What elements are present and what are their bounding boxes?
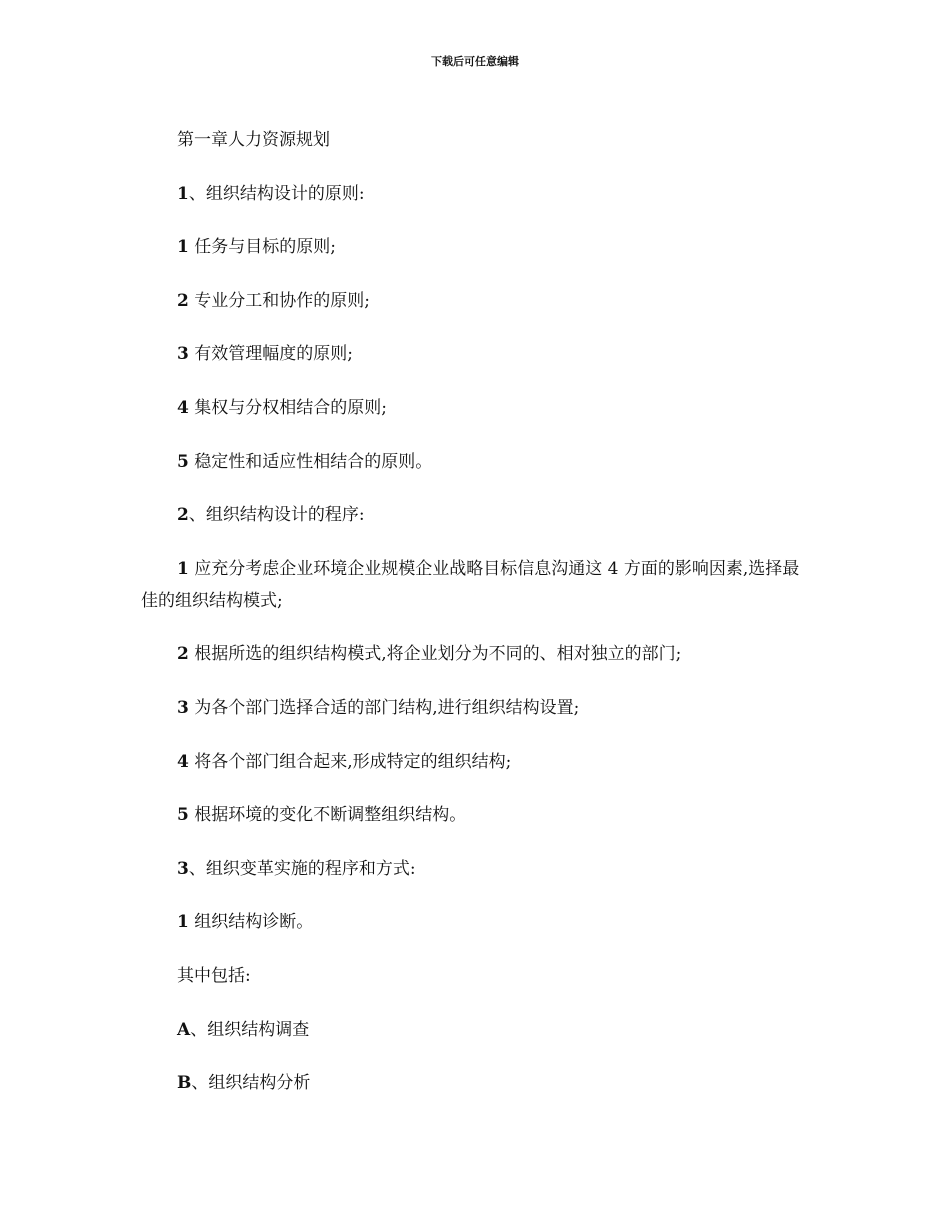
list-item xyxy=(141,392,813,424)
page-header: 下载后可任意编辑 xyxy=(431,55,519,68)
para-lead: 1 xyxy=(177,912,189,933)
sub-heading xyxy=(141,960,813,992)
list-item xyxy=(141,446,813,478)
para-lead: B xyxy=(177,1073,192,1094)
para-text: 、组织结构设计的程序: xyxy=(188,505,365,526)
document-body xyxy=(141,124,813,1121)
para-lead: 1 xyxy=(177,237,189,258)
para-text: 将各个部门组合起来,形成特定的组织结构; xyxy=(188,751,512,772)
list-item xyxy=(141,906,813,938)
para-lead: 1 xyxy=(177,183,189,204)
section-heading xyxy=(141,499,813,531)
para-text: 集权与分权相结合的原则; xyxy=(188,397,387,418)
para-text: 根据所选的组织结构模式,将企业划分为不同的、相对独立的部门; xyxy=(188,644,682,665)
section-heading xyxy=(141,853,813,885)
list-item xyxy=(141,285,813,317)
list-item xyxy=(141,799,813,831)
para-lead: 1 xyxy=(177,558,189,579)
list-item xyxy=(141,553,813,617)
para-lead: 4 xyxy=(177,397,189,418)
para-text: 、组织结构分析 xyxy=(191,1073,311,1094)
para-text: 、组织变革实施的程序和方式: xyxy=(188,858,416,879)
para-lead: 5 xyxy=(177,451,189,472)
para-text: 根据环境的变化不断调整组织结构。 xyxy=(188,805,467,826)
para-text: 为各个部门选择合适的部门结构,进行组织结构设置; xyxy=(188,697,580,718)
para-text: 组织结构诊断。 xyxy=(188,912,314,933)
list-item xyxy=(141,1014,813,1046)
para-lead: 3 xyxy=(177,344,189,365)
list-item xyxy=(141,746,813,778)
list-item xyxy=(141,1067,813,1099)
para-lead: 3 xyxy=(177,858,189,879)
list-item xyxy=(141,338,813,370)
section-heading xyxy=(141,178,813,210)
list-item xyxy=(141,231,813,263)
para-lead: 4 xyxy=(177,751,189,772)
para-lead: A xyxy=(177,1019,191,1040)
chapter-title xyxy=(141,124,813,156)
para-text: 第一章人力资源规划 xyxy=(177,130,330,150)
para-text: 任务与目标的原则; xyxy=(188,237,336,258)
para-lead: 2 xyxy=(177,644,189,665)
para-lead: 3 xyxy=(177,697,189,718)
para-lead: 2 xyxy=(177,505,189,526)
para-lead: 2 xyxy=(177,290,189,311)
para-text: 、组织结构设计的原则: xyxy=(188,183,365,204)
para-text: 稳定性和适应性相结合的原则。 xyxy=(188,451,433,472)
para-lead: 5 xyxy=(177,805,189,826)
para-text: 、组织结构调查 xyxy=(190,1019,310,1040)
para-text: 专业分工和协作的原则; xyxy=(188,290,370,311)
para-text: 应充分考虑企业环境企业规模企业战略目标信息沟通这 4 方面的影响因素,选择最佳的组织结构模式; xyxy=(141,558,800,611)
list-item xyxy=(141,692,813,724)
list-item xyxy=(141,638,813,670)
para-text: 有效管理幅度的原则; xyxy=(188,344,353,365)
para-text: 其中包括: xyxy=(177,965,251,986)
